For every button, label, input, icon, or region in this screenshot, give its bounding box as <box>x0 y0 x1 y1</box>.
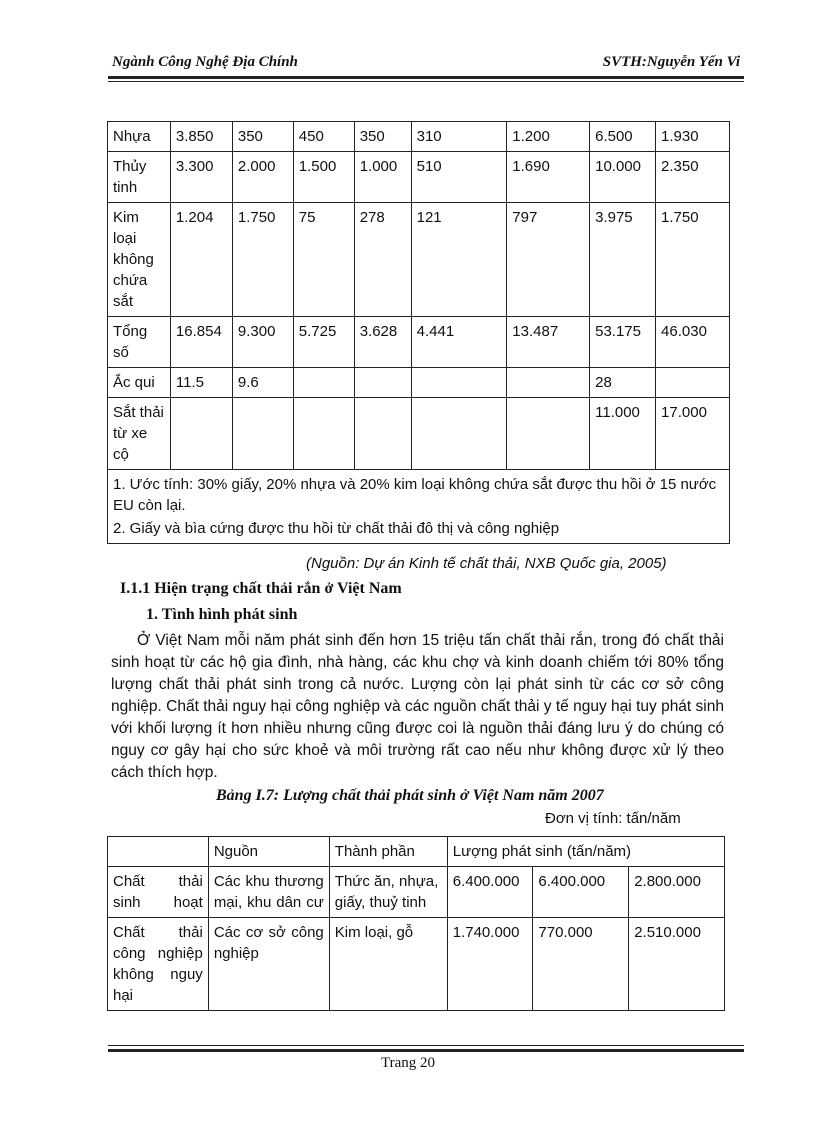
cell-source: Các cơ sở công nghiệp <box>208 918 329 1011</box>
sub-heading: 1. Tình hình phát sinh <box>146 606 298 623</box>
table-cell: 3.300 <box>170 152 232 203</box>
table-cell <box>232 398 293 470</box>
vietnam-waste-table <box>107 836 725 1011</box>
body-paragraph: Ở Việt Nam mỗi năm phát sinh đến hơn 15 triệu tấn chất thải rắn, trong đó chất thải sinh hoạt từ các hộ gia đình, nhà hàng, các khu chợ và kinh doanh chiếm tới 80% tổng lượng chất thải phát sinh trong cả nước. Lượng còn lại phát sinh từ các cơ sở công nghiệp. Chất thải nguy hại công nghiệp và các nguồn chất thải y tế nguy hại tuy phát sinh với khối lượng ít hơn nhiều nhưng cũng được coi là nguồn thải đáng lưu ý do chúng có nguy cơ gây hại cho sức khoẻ và môi trường rất cao nếu như không được xử lý theo cách thích hợp. <box>111 632 724 781</box>
table-cell: 797 <box>507 203 590 317</box>
table-cell: 350 <box>354 122 411 152</box>
table-cell: 11.5 <box>170 368 232 398</box>
table-cell <box>507 368 590 398</box>
table-cell: 16.854 <box>170 317 232 368</box>
cell-source: Các khu thương mại, khu dân cư <box>208 867 329 918</box>
row-label: Thủy tinh <box>108 152 171 203</box>
column-header: Thành phần <box>329 837 447 867</box>
column-header <box>108 837 209 867</box>
table-cell <box>507 398 590 470</box>
table-cell: 510 <box>411 152 507 203</box>
header-author: SVTH:Nguyễn Yến Vi <box>602 54 740 70</box>
table-cell: 9.300 <box>232 317 293 368</box>
table-cell <box>411 398 507 470</box>
table-cell: 2.350 <box>656 152 730 203</box>
table-cell <box>354 368 411 398</box>
table-cell: 1.930 <box>656 122 730 152</box>
table-cell <box>656 368 730 398</box>
table-cell: 53.175 <box>590 317 656 368</box>
table-notes <box>108 470 730 544</box>
table-unit: Đơn vị tính: tấn/năm <box>545 810 681 827</box>
column-header: Lượng phát sinh (tấn/năm) <box>447 837 724 867</box>
page-number: Trang 20 <box>380 1055 436 1071</box>
header-rule-thin <box>108 81 744 82</box>
table-cell: 75 <box>293 203 354 317</box>
table-row <box>108 918 725 1011</box>
table-cell <box>293 368 354 398</box>
amount-cell: 6.400.000 <box>533 867 629 918</box>
table-cell: 9.6 <box>232 368 293 398</box>
table-cell: 1.204 <box>170 203 232 317</box>
table-row <box>108 368 730 398</box>
table-cell: 121 <box>411 203 507 317</box>
table-cell: 17.000 <box>656 398 730 470</box>
table-cell: 1.750 <box>232 203 293 317</box>
row-label: Ắc qui <box>108 368 171 398</box>
row-label: Sắt thải từ xe cộ <box>108 398 171 470</box>
table-cell: 1.000 <box>354 152 411 203</box>
table-row <box>108 152 730 203</box>
table-row <box>108 317 730 368</box>
page-header <box>110 52 742 76</box>
table-cell: 310 <box>411 122 507 152</box>
table-cell: 3.850 <box>170 122 232 152</box>
table-cell: 450 <box>293 122 354 152</box>
table-cell: 3.628 <box>354 317 411 368</box>
cell-components: Kim loại, gỗ <box>329 918 447 1011</box>
table-cell: 350 <box>232 122 293 152</box>
table-cell <box>170 398 232 470</box>
cell-components: Thức ăn, nhựa, giấy, thuỷ tinh <box>329 867 447 918</box>
table-cell: 278 <box>354 203 411 317</box>
table-cell: 10.000 <box>590 152 656 203</box>
table-note: 2. Giấy và bìa cứng được thu hồi từ chất thải đô thị và công nghiệp <box>113 520 560 537</box>
row-label: Tổng số <box>108 317 171 368</box>
table-note: 1. Ước tính: 30% giấy, 20% nhựa và 20% kim loại không chứa sắt được thu hồi ở 15 nước EU còn lại. <box>113 476 717 514</box>
table-cell: 46.030 <box>656 317 730 368</box>
table-cell <box>354 398 411 470</box>
table-cell: 13.487 <box>507 317 590 368</box>
table-cell: 1.750 <box>656 203 730 317</box>
header-department: Ngành Công Nghệ Địa Chính <box>112 54 298 70</box>
table-row <box>108 203 730 317</box>
cell-type: Chất thải công nghiệp không nguy hại <box>108 918 209 1011</box>
table-cell: 3.975 <box>590 203 656 317</box>
cell-type: Chất thải sinh hoạt <box>108 867 209 918</box>
table-cell <box>293 398 354 470</box>
notes-row <box>108 470 730 544</box>
table-cell: 1.500 <box>293 152 354 203</box>
row-label: Nhựa <box>108 122 171 152</box>
table-cell: 6.500 <box>590 122 656 152</box>
amount-cell: 770.000 <box>533 918 629 1011</box>
table-source: (Nguồn: Dự án Kinh tế chất thải, NXB Quốc gia, 2005) <box>306 555 667 572</box>
table-cell: 28 <box>590 368 656 398</box>
table-cell <box>411 368 507 398</box>
table-row <box>108 122 730 152</box>
footer-rule <box>108 1049 744 1052</box>
table-caption: Bảng I.7: Lượng chất thải phát sinh ở Việt Nam năm 2007 <box>216 787 604 804</box>
table-cell: 2.000 <box>232 152 293 203</box>
header-rule <box>108 76 744 79</box>
waste-table <box>107 121 730 544</box>
section-heading: I.1.1 Hiện trạng chất thải rắn ở Việt Nam <box>120 580 402 597</box>
amount-cell: 2.800.000 <box>629 867 725 918</box>
footer-rule-thin <box>108 1045 744 1046</box>
amount-cell: 2.510.000 <box>629 918 725 1011</box>
table-row <box>108 398 730 470</box>
header-row <box>108 837 725 867</box>
table-cell: 1.200 <box>507 122 590 152</box>
column-header: Nguồn <box>208 837 329 867</box>
amount-cell: 1.740.000 <box>447 918 533 1011</box>
table-cell: 4.441 <box>411 317 507 368</box>
table-row <box>108 867 725 918</box>
table-cell: 1.690 <box>507 152 590 203</box>
row-label: Kim loại không chứa sắt <box>108 203 171 317</box>
table-cell: 11.000 <box>590 398 656 470</box>
amount-cell: 6.400.000 <box>447 867 533 918</box>
table-cell: 5.725 <box>293 317 354 368</box>
